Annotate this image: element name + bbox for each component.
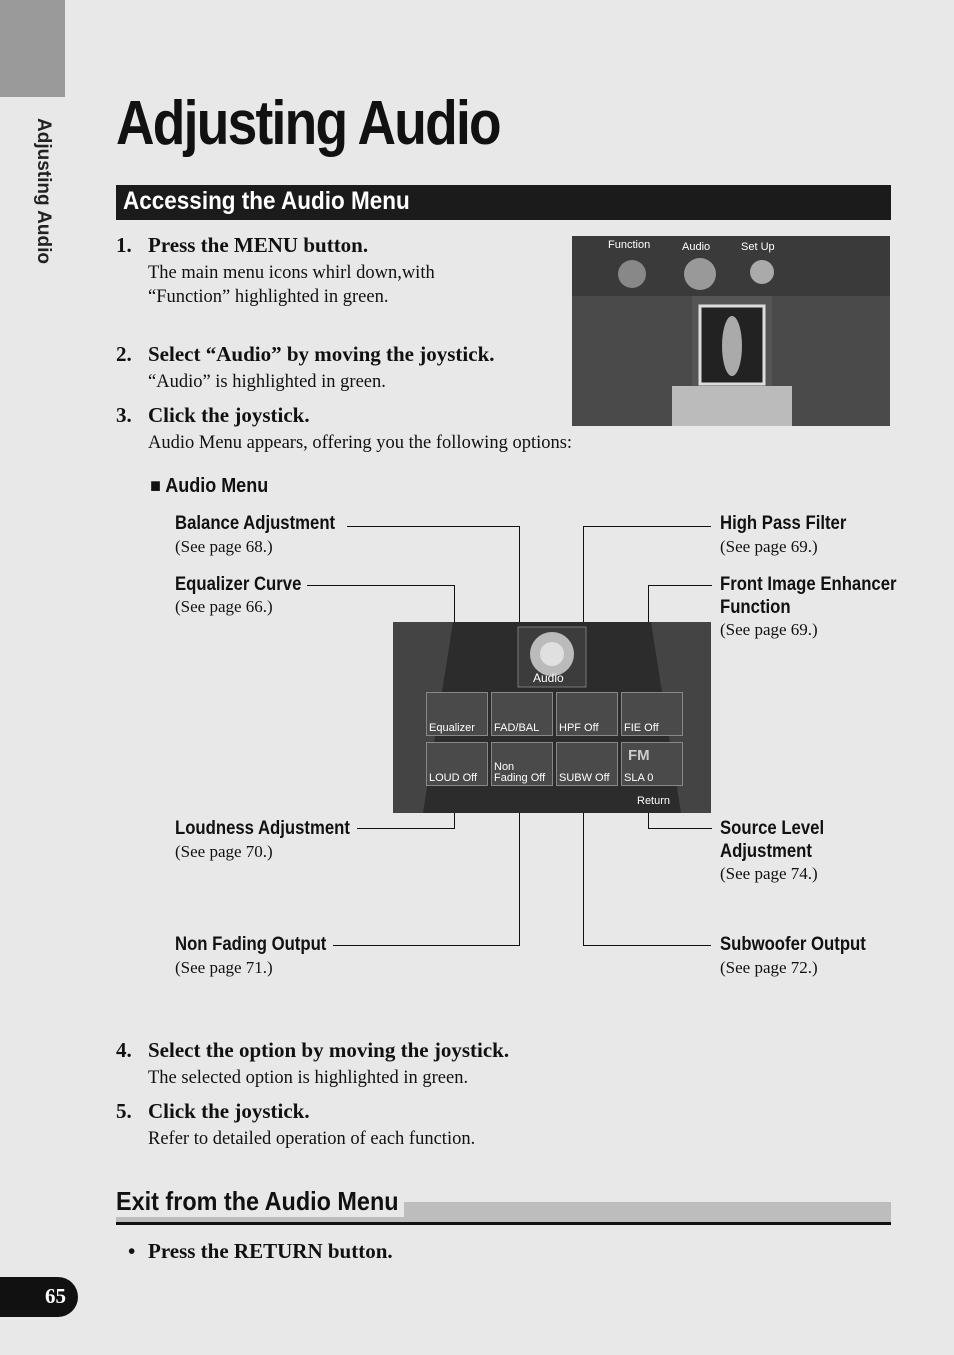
callout-line-nonfading <box>333 945 520 946</box>
step-1-desc: The main menu icons whirl down,with “Function” highlighted in green. <box>148 263 435 307</box>
label-subwoofer: Subwoofer Output <box>720 934 866 955</box>
exit-heading: Exit from the Audio Menu <box>116 1186 404 1217</box>
menu-audio: Audio <box>682 241 711 253</box>
corner-tab <box>0 0 65 97</box>
label-nonfading: Non Fading Output <box>175 934 327 955</box>
page-title: Adjusting Audio <box>116 89 500 158</box>
label-balance: Balance Adjustment <box>175 513 336 534</box>
step-3-title: 3. Click the joystick. <box>116 403 310 427</box>
see-nonfading: (See page 71.) <box>175 958 273 977</box>
tile-fad-bal[interactable]: FAD/BAL <box>491 692 553 736</box>
audio-menu-heading: ■ Audio Menu <box>150 475 269 497</box>
step-2-title: 2. Select “Audio” by moving the joystick. <box>116 342 495 366</box>
see-hpf: (See page 69.) <box>720 537 818 556</box>
label-equalizer: Equalizer Curve <box>175 574 302 595</box>
main-menu-screenshot <box>572 236 890 426</box>
see-equalizer: (See page 66.) <box>175 597 273 616</box>
label-sla: Source Level Adjustment <box>720 818 825 862</box>
callout-line-hpf <box>583 526 711 527</box>
menu-function: Function <box>608 239 651 251</box>
audio-menu-screenshot <box>393 622 711 813</box>
tile-non-fading[interactable]: Non Fading Off <box>491 742 553 786</box>
step-5-desc: Refer to detailed operation of each function. <box>148 1129 476 1149</box>
tile-equalizer[interactable]: Equalizer <box>426 692 488 736</box>
tile-fie[interactable]: FIE Off <box>621 692 683 736</box>
tile-loudness[interactable]: LOUD Off <box>426 742 488 786</box>
see-fie: (See page 69.) <box>720 620 818 639</box>
tile-sla[interactable]: SLA 0 FM <box>621 742 683 786</box>
tile-hpf[interactable]: HPF Off <box>556 692 618 736</box>
menu-setup: Set Up <box>741 241 775 253</box>
exit-instruction: • Press the RETURN button. <box>128 1239 393 1263</box>
callout-line-equalizer <box>307 585 455 586</box>
see-balance: (See page 68.) <box>175 537 273 556</box>
step-2-desc: “Audio” is highlighted in green. <box>148 372 386 392</box>
step-3-desc: Audio Menu appears, offering you the following options: <box>148 433 573 453</box>
label-loudness: Loudness Adjustment <box>175 818 350 839</box>
audio-screen-title: Audio <box>533 671 564 685</box>
step-4-title: 4. Select the option by moving the joystick. <box>116 1038 510 1062</box>
tile-subwoofer[interactable]: SUBW Off <box>556 742 618 786</box>
callout-line-subwoofer <box>583 945 711 946</box>
main-menu-illustration <box>572 236 890 426</box>
label-fie: Front Image Enhancer Function <box>720 574 897 618</box>
step-5-title: 5. Click the joystick. <box>116 1099 310 1123</box>
label-hpf: High Pass Filter <box>720 513 847 534</box>
callout-line-fie <box>648 585 712 586</box>
see-loudness: (See page 70.) <box>175 842 273 861</box>
page-number: 65 <box>0 1277 78 1317</box>
return-button[interactable]: Return <box>637 795 671 807</box>
section-heading: Accessing the Audio Menu <box>123 187 410 215</box>
side-section-tab: Adjusting Audio <box>33 118 54 264</box>
callout-line-balance <box>347 526 520 527</box>
see-sla: (See page 74.) <box>720 864 818 883</box>
section-heading-bar <box>116 185 891 220</box>
step-4-desc: The selected option is highlighted in green. <box>148 1068 469 1088</box>
see-subwoofer: (See page 72.) <box>720 958 818 977</box>
fm-label: FM <box>628 747 650 764</box>
callout-line-loudness <box>357 828 455 829</box>
callout-line-sla <box>648 828 712 829</box>
step-1-title: 1. Press the MENU button. <box>116 233 369 257</box>
